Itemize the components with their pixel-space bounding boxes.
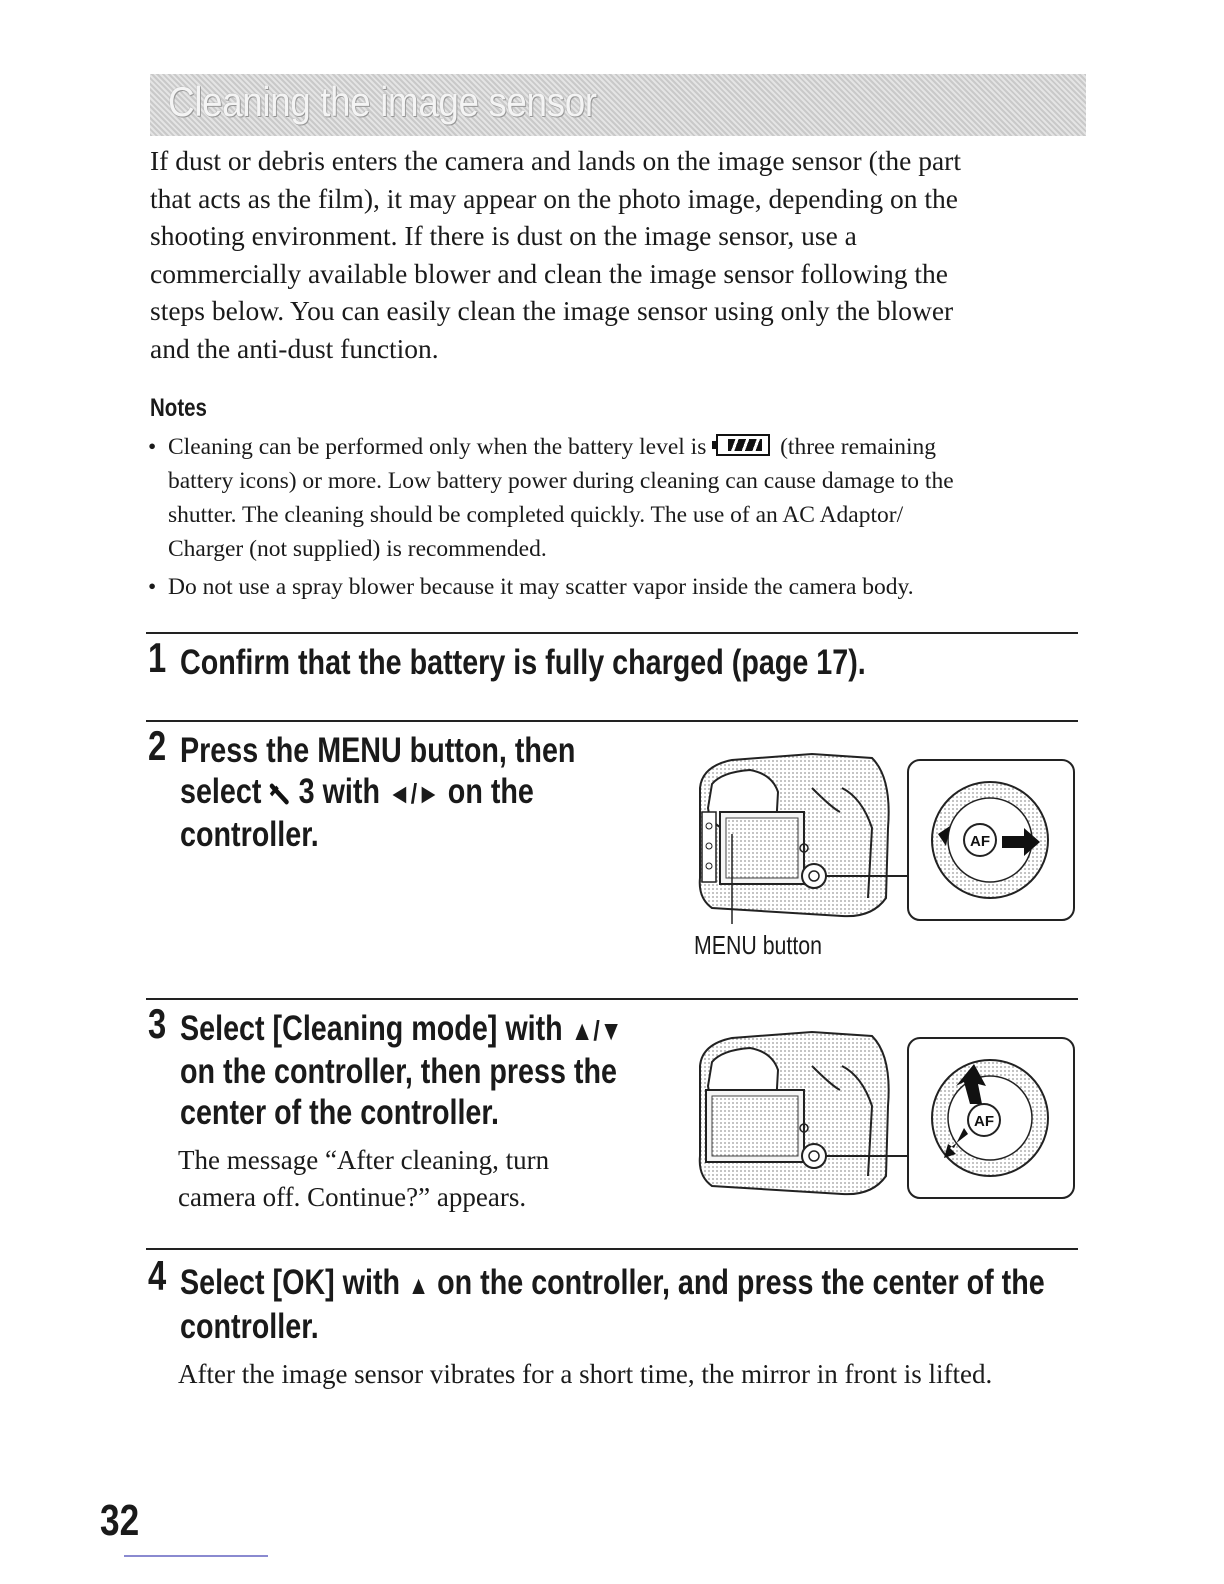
step-line: [180, 1008, 623, 1051]
menu-button-caption: MENU button: [694, 930, 822, 960]
page-number: 32: [100, 1496, 140, 1545]
step-text: Select [OK] with: [180, 1263, 401, 1302]
up-arrow-icon: ▲: [408, 1270, 430, 1300]
step-heading: [180, 1262, 1045, 1347]
intro-paragraph: [150, 142, 1080, 368]
divider: [146, 1248, 1078, 1250]
notes-heading: Notes: [150, 394, 207, 422]
intro-line: that acts as the film), it may appear on the photo image, depending on the: [150, 182, 958, 214]
note-text: Do not use a spray blower because it may scatter vapor inside the camera body.: [168, 574, 914, 600]
af-button-label: AF: [974, 1113, 994, 1130]
note-item: [148, 570, 1078, 606]
left-right-arrows-icon: ◄/►: [387, 778, 440, 809]
step-text: on the controller, and press the center of the: [437, 1263, 1045, 1302]
step-number: 2: [148, 722, 167, 769]
step-line: controller.: [180, 815, 319, 854]
step-body: After the image sensor vibrates for a short time, the mirror in front is lifted.: [178, 1359, 993, 1389]
intro-line: steps below. You can easily clean the image sensor using only the blower: [150, 295, 954, 327]
note-item: [148, 430, 1078, 570]
divider: [146, 720, 1078, 722]
step-heading: Confirm that the battery is fully charged (page 17).: [180, 643, 866, 682]
camera-back-illustration-menu: [692, 748, 1082, 928]
step-number: 3: [148, 1000, 167, 1047]
note-text: shutter. The cleaning should be completed quickly. The use of an AC Adaptor/: [168, 502, 904, 528]
note-text: Charger (not supplied) is recommended.: [168, 536, 547, 562]
divider: [146, 998, 1078, 1000]
step-line: [180, 771, 575, 814]
section-title: Cleaning the image sensor: [168, 78, 597, 125]
af-button-label: AF: [970, 833, 990, 850]
divider: [146, 632, 1078, 634]
step-number: 4: [148, 1252, 167, 1299]
battery-icon: [716, 434, 770, 456]
note-text: (three remaining: [780, 434, 937, 460]
step-body: [178, 1142, 638, 1216]
step-heading: [180, 730, 575, 855]
step-heading: [180, 1008, 623, 1133]
bullet: •: [148, 434, 157, 460]
step-line: [180, 1262, 1045, 1306]
note-text: battery icons) or more. Low battery power during cleaning can cause damage to the: [168, 468, 954, 494]
section-title-bar: [150, 74, 1086, 136]
step-line: center of the controller.: [180, 1093, 499, 1132]
wrench-icon: [269, 783, 290, 805]
intro-line: shooting environment. If there is dust on the image sensor, use a: [150, 220, 857, 252]
step-line: on the controller, then press the: [180, 1052, 617, 1091]
step-line: Press the MENU button, then: [180, 731, 576, 770]
step-text: select: [180, 772, 262, 811]
step-number: 1: [148, 634, 167, 681]
step-text: 3 with: [298, 772, 381, 811]
intro-line: If dust or debris enters the camera and lands on the image sensor (the part: [150, 145, 961, 176]
bullet: •: [148, 574, 157, 600]
step-body-line: The message “After cleaning, turn: [178, 1145, 550, 1175]
step-text: Select [Cleaning mode] with: [180, 1009, 563, 1048]
step-line: controller.: [180, 1307, 319, 1346]
intro-line: commercially available blower and clean the image sensor following the: [150, 257, 948, 289]
step-body-line: camera off. Continue?” appears.: [178, 1182, 527, 1212]
note-text: Cleaning can be performed only when the battery level is: [168, 434, 707, 460]
intro-line: and the anti-dust function.: [150, 332, 439, 364]
step-text: on the: [447, 772, 534, 811]
camera-back-illustration-controller: [692, 1026, 1082, 1206]
page-number-rule: [124, 1555, 268, 1557]
up-down-arrows-icon: ▲/▼: [570, 1015, 623, 1046]
